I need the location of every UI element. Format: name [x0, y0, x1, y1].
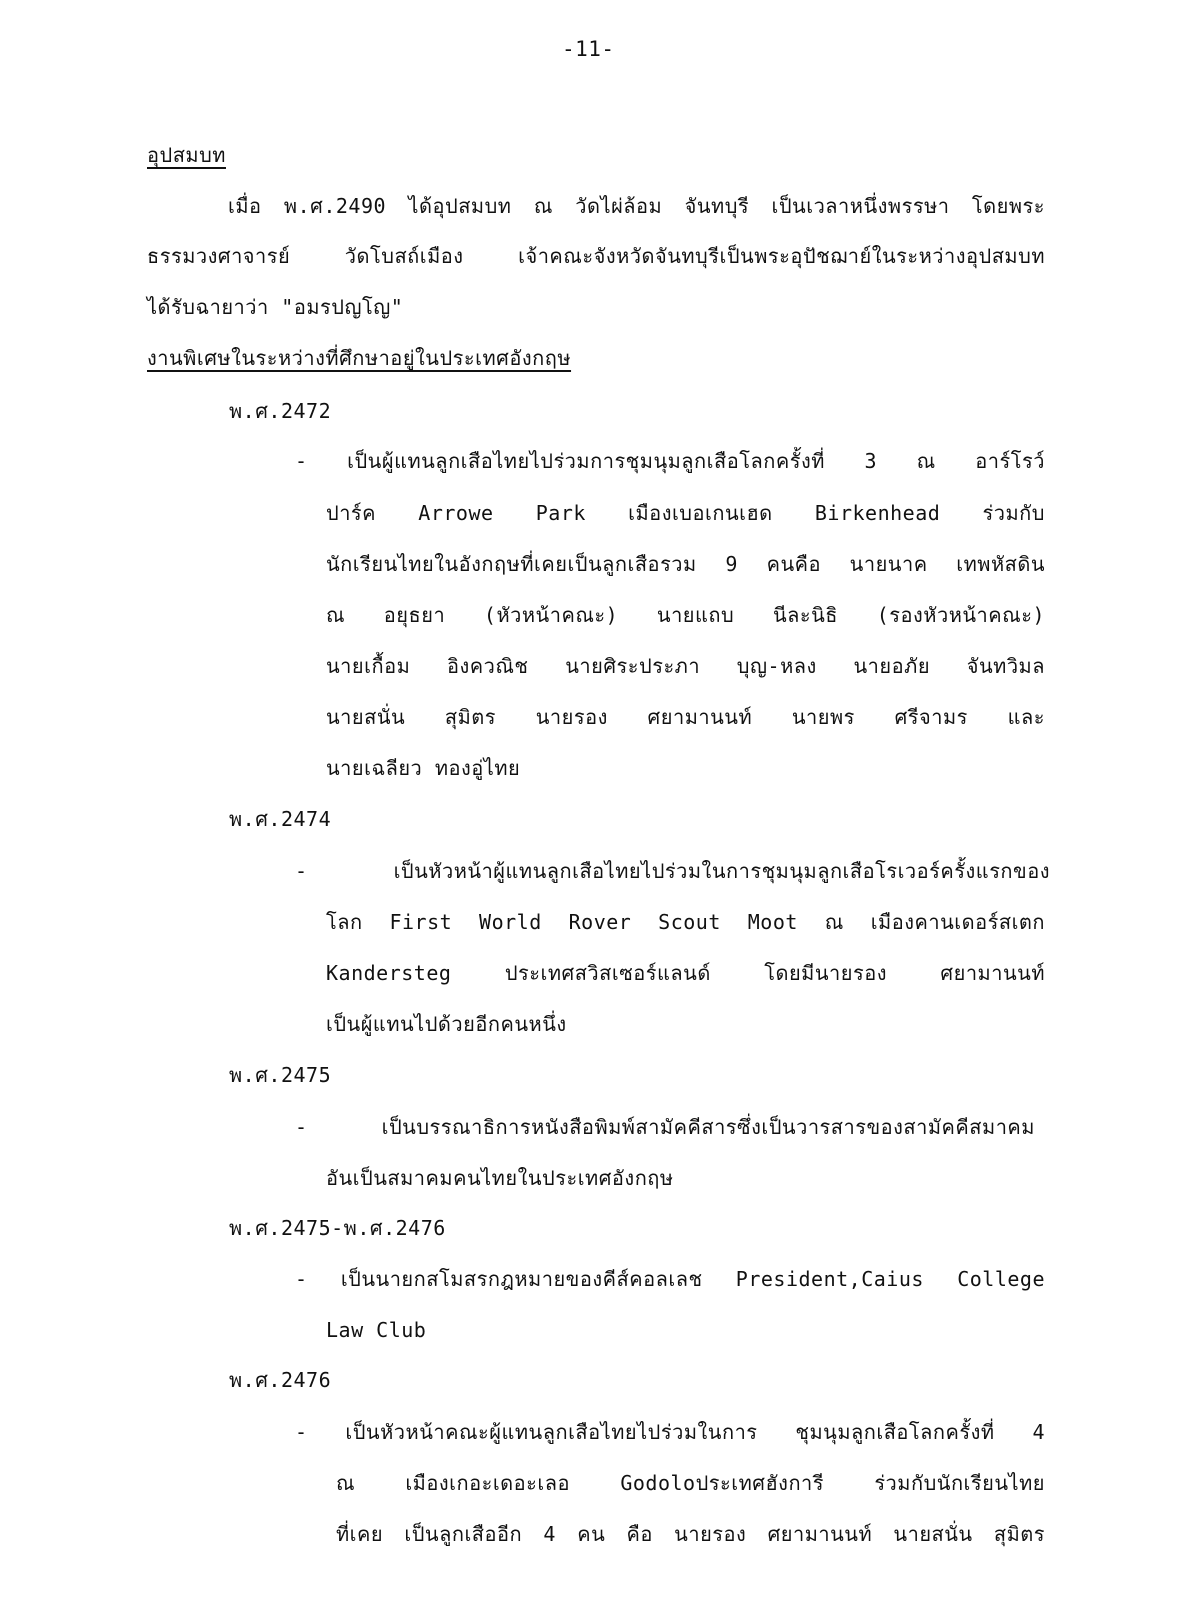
entry-line: Law Club	[326, 1318, 427, 1342]
entry-line: - เป็นหัวหน้าผู้แทนลูกเสือไทยไปร่วมในการชุมนุมลูกเสือโรเวอร์ครั้งแรกของ	[295, 859, 1050, 883]
section-heading-ordination: อุปสมบท	[147, 143, 226, 167]
entry-year: พ.ศ.2474	[229, 807, 332, 831]
entry-line: Kandersteg ประเทศสวิสเซอร์แลนด์ โดยมีนายรอง ศยามานนท์	[326, 961, 1045, 985]
paragraph-line: ธรรมวงศาจารย์ วัดโบสถ์เมือง เจ้าคณะจังหวัดจันทบุรีเป็นพระอุปัชฌาย์ในระหว่างอุปสมบท	[147, 244, 1045, 268]
entry-line: เป็นผู้แทนไปด้วยอีกคนหนึ่ง	[326, 1012, 567, 1036]
entry-line: - เป็นนายกสโมสรกฎหมายของคีส์คอลเลช President,Caius College	[295, 1267, 1045, 1291]
entry-year: พ.ศ.2475-พ.ศ.2476	[229, 1216, 446, 1240]
entry-line: - เป็นหัวหน้าคณะผู้แทนลูกเสือไทยไปร่วมในการ ชุมนุมลูกเสือโลกครั้งที่ 4	[295, 1420, 1045, 1444]
entry-line: นายเฉลียว ทองอู่ไทย	[326, 756, 521, 780]
entry-line: ณ เมืองเกอะเดอะเลอ Godoloประเทศฮังการี ร่วมกับนักเรียนไทย	[336, 1471, 1045, 1495]
page-number: -11-	[562, 37, 615, 61]
entry-line: อันเป็นสมาคมคนไทยในประเทศอังกฤษ	[326, 1166, 674, 1190]
entry-line: โลก First World Rover Scout Moot ณ เมืองคานเดอร์สเตก	[326, 910, 1045, 934]
entry-line: - เป็นบรรณาธิการหนังสือพิมพ์สามัคคีสารซึ่งเป็นวารสารของสามัคคีสมาคม	[295, 1115, 1035, 1139]
entry-year: พ.ศ.2475	[229, 1063, 332, 1087]
entry-year: พ.ศ.2476	[229, 1368, 332, 1392]
entry-line: ณ อยุธยา (หัวหน้าคณะ) นายแถบ นีละนิธิ (รองหัวหน้าคณะ)	[326, 603, 1045, 627]
entry-line: นายเกื้อม อิงควณิช นายศิระประภา บุญ-หลง นายอภัย จันทวิมล	[326, 654, 1045, 678]
entry-line: ปาร์ค Arrowe Park เมืองเบอเกนเฮด Birkenhead ร่วมกับ	[326, 501, 1045, 525]
paragraph-line: ได้รับฉายาว่า "อมรปญโญ"	[147, 295, 404, 319]
entry-year: พ.ศ.2472	[229, 399, 332, 423]
entry-line: ที่เคย เป็นลูกเสืออีก 4 คน คือ นายรอง ศยามานนท์ นายสนั่น สุมิตร	[336, 1522, 1045, 1546]
entry-line: - เป็นผู้แทนลูกเสือไทยไปร่วมการชุมนุมลูกเสือโลกครั้งที่ 3 ณ อาร์โรว์	[295, 449, 1045, 473]
paragraph-line: เมื่อ พ.ศ.2490 ได้อุปสมบท ณ วัดไผ่ล้อม จันทบุรี เป็นเวลาหนึ่งพรรษา โดยพระ	[228, 194, 1045, 218]
entry-line: นายสนั่น สุมิตร นายรอง ศยามานนท์ นายพร ศรีจามร และ	[326, 705, 1045, 729]
entry-line: นักเรียนไทยในอังกฤษที่เคยเป็นลูกเสือรวม 9 คนคือ นายนาค เทพหัสดิน	[326, 552, 1045, 576]
section-heading-special-work: งานพิเศษในระหว่างที่ศึกษาอยู่ในประเทศอังกฤษ	[147, 346, 572, 370]
